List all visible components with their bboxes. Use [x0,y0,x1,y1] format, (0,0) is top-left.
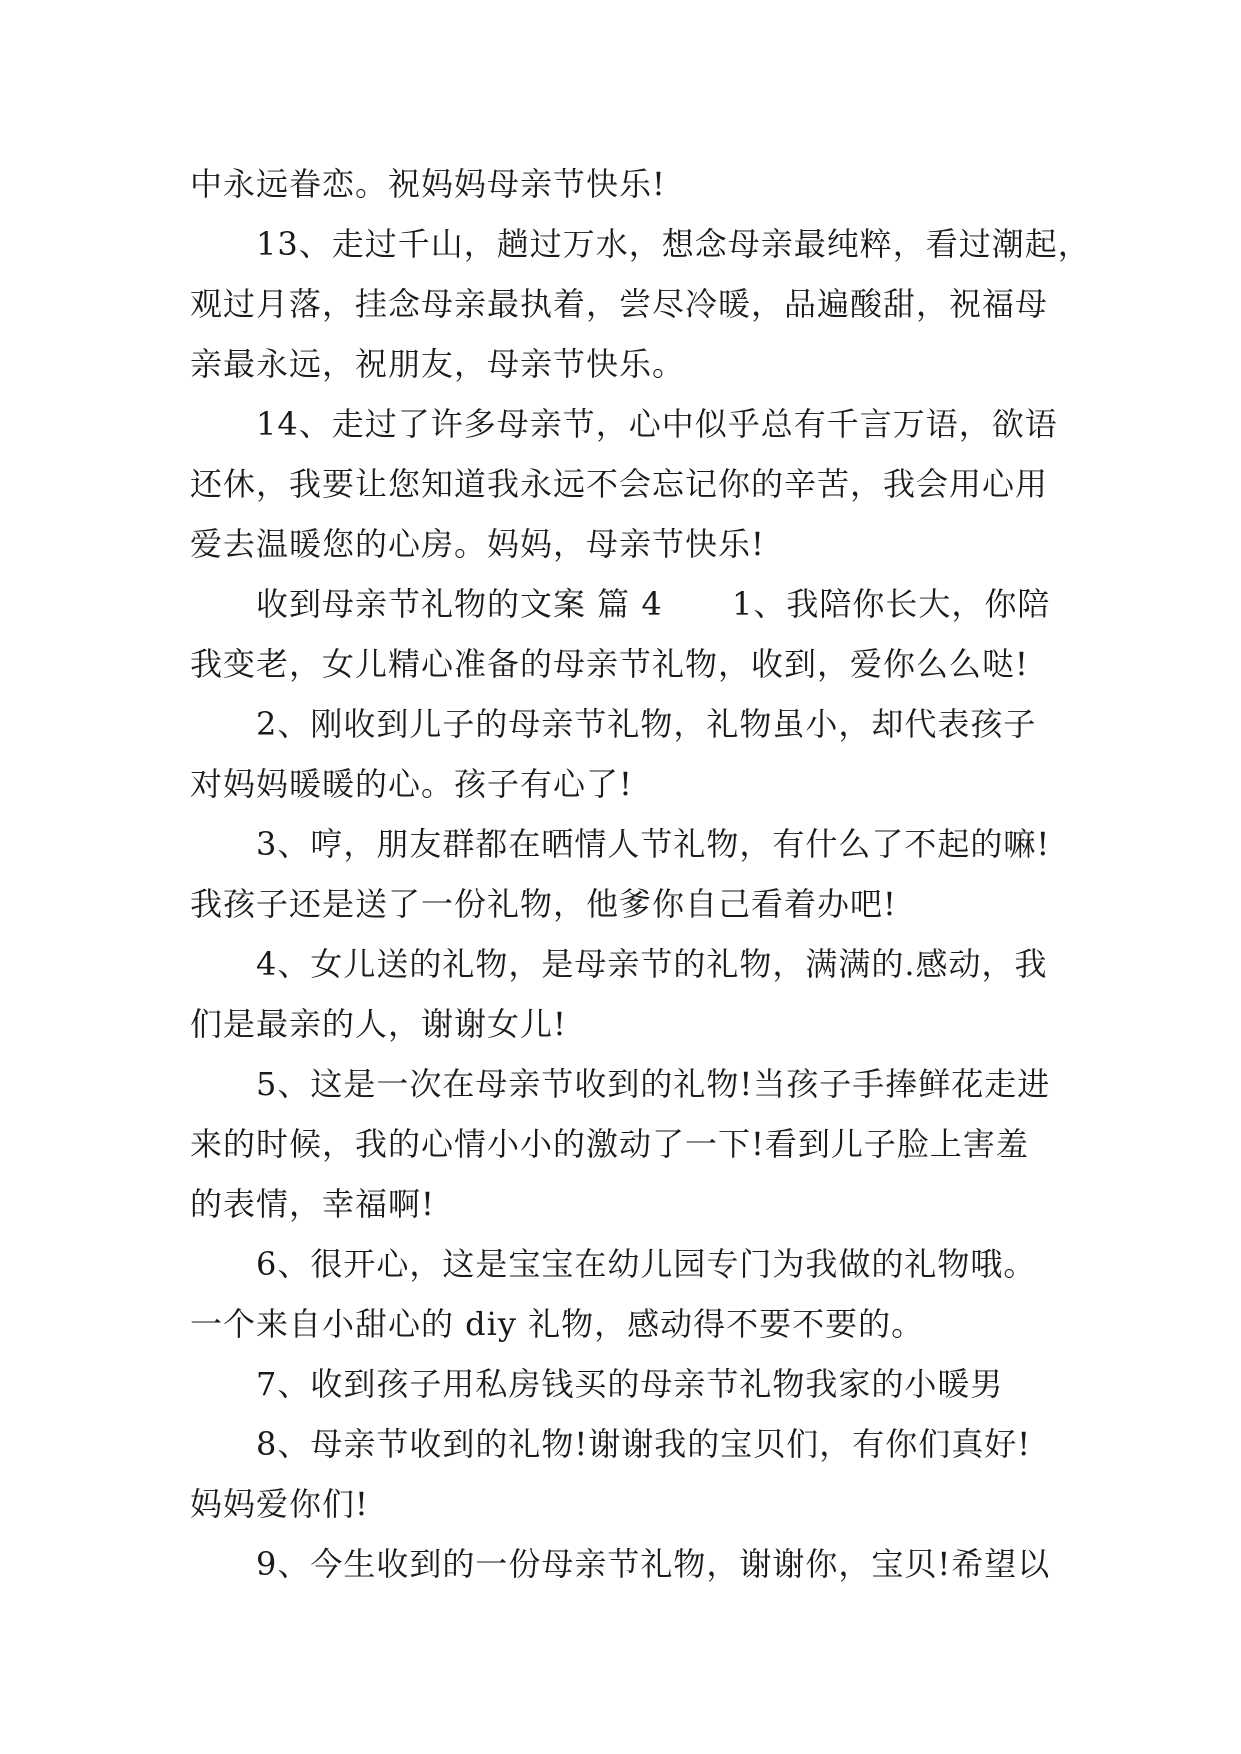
text-line [0,1354,1241,1414]
text-line [0,334,1241,394]
text-line [0,1054,1241,1114]
line-text: 5、这是一次在母亲节收到的礼物!当孩子手捧鲜花走进 [256,1065,1051,1103]
text-line [0,274,1241,334]
text-line [0,1174,1241,1234]
text-line [0,754,1241,814]
line-text: 妈妈爱你们! [190,1485,369,1523]
text-line [0,1534,1241,1594]
text-line [0,634,1241,694]
text-line [0,214,1241,274]
line-text: 的表情，幸福啊! [190,1185,435,1223]
line-text: 观过月落，挂念母亲最执着，尝尽冷暖，品遍酸甜，祝福母 [190,285,1049,323]
text-line [0,574,1241,634]
line-text: 来的时候，我的心情小小的激动了一下!看到儿子脸上害羞 [190,1125,1029,1163]
text-line [0,514,1241,574]
line-text: 7、收到孩子用私房钱买的母亲节礼物我家的小暖男 [256,1365,1004,1403]
text-line [0,1234,1241,1294]
text-line [0,874,1241,934]
line-text: 4、女儿送的礼物，是母亲节的礼物，满满的.感动，我 [256,945,1048,983]
text-line [0,1114,1241,1174]
line-text: 6、很开心，这是宝宝在幼儿园专门为我做的礼物哦。 [256,1245,1037,1283]
text-line [0,1414,1241,1474]
line-text: 3、哼，朋友群都在晒情人节礼物，有什么了不起的嘛! [256,825,1051,863]
text-line [0,454,1241,514]
line-text: 对妈妈暖暖的心。孩子有心了! [190,765,633,803]
line-text: 亲最永远，祝朋友，母亲节快乐。 [190,345,686,383]
line-text: 我孩子还是送了一份礼物，他爹你自己看着办吧! [190,885,897,923]
text-line [0,934,1241,994]
text-line [0,154,1241,214]
line-text: 中永远眷恋。祝妈妈母亲节快乐! [190,165,666,203]
line-text: 14、走过了许多母亲节，心中似乎总有千言万语，欲语 [256,405,1058,443]
text-line [0,994,1241,1054]
text-line [0,1294,1241,1354]
text-line [0,394,1241,454]
line-text: 2、刚收到儿子的母亲节礼物，礼物虽小，却代表孩子 [256,705,1037,743]
line-text: 爱去温暖您的心房。妈妈，母亲节快乐! [190,525,765,563]
text-line [0,694,1241,754]
line-text: 1、我陪你长大，你陪 [732,585,1051,623]
line-text: 还休，我要让您知道我永远不会忘记你的辛苦，我会用心用 [190,465,1049,503]
text-line [0,814,1241,874]
line-text: 8、母亲节收到的礼物!谢谢我的宝贝们，有你们真好! [256,1425,1032,1463]
line-text: 们是最亲的人，谢谢女儿! [190,1005,567,1043]
section-heading: 收到母亲节礼物的文案 篇 4 [256,585,663,623]
text-line [0,1474,1241,1534]
line-text: 我变老，女儿精心准备的母亲节礼物，收到，爱你么么哒! [190,645,1029,683]
line-text: 9、今生收到的一份母亲节礼物，谢谢你，宝贝!希望以 [256,1545,1051,1583]
line-text: 13、走过千山，趟过万水，想念母亲最纯粹，看过潮起， [256,225,1091,263]
line-text: 一个来自小甜心的 diy 礼物，感动得不要不要的。 [190,1305,925,1343]
